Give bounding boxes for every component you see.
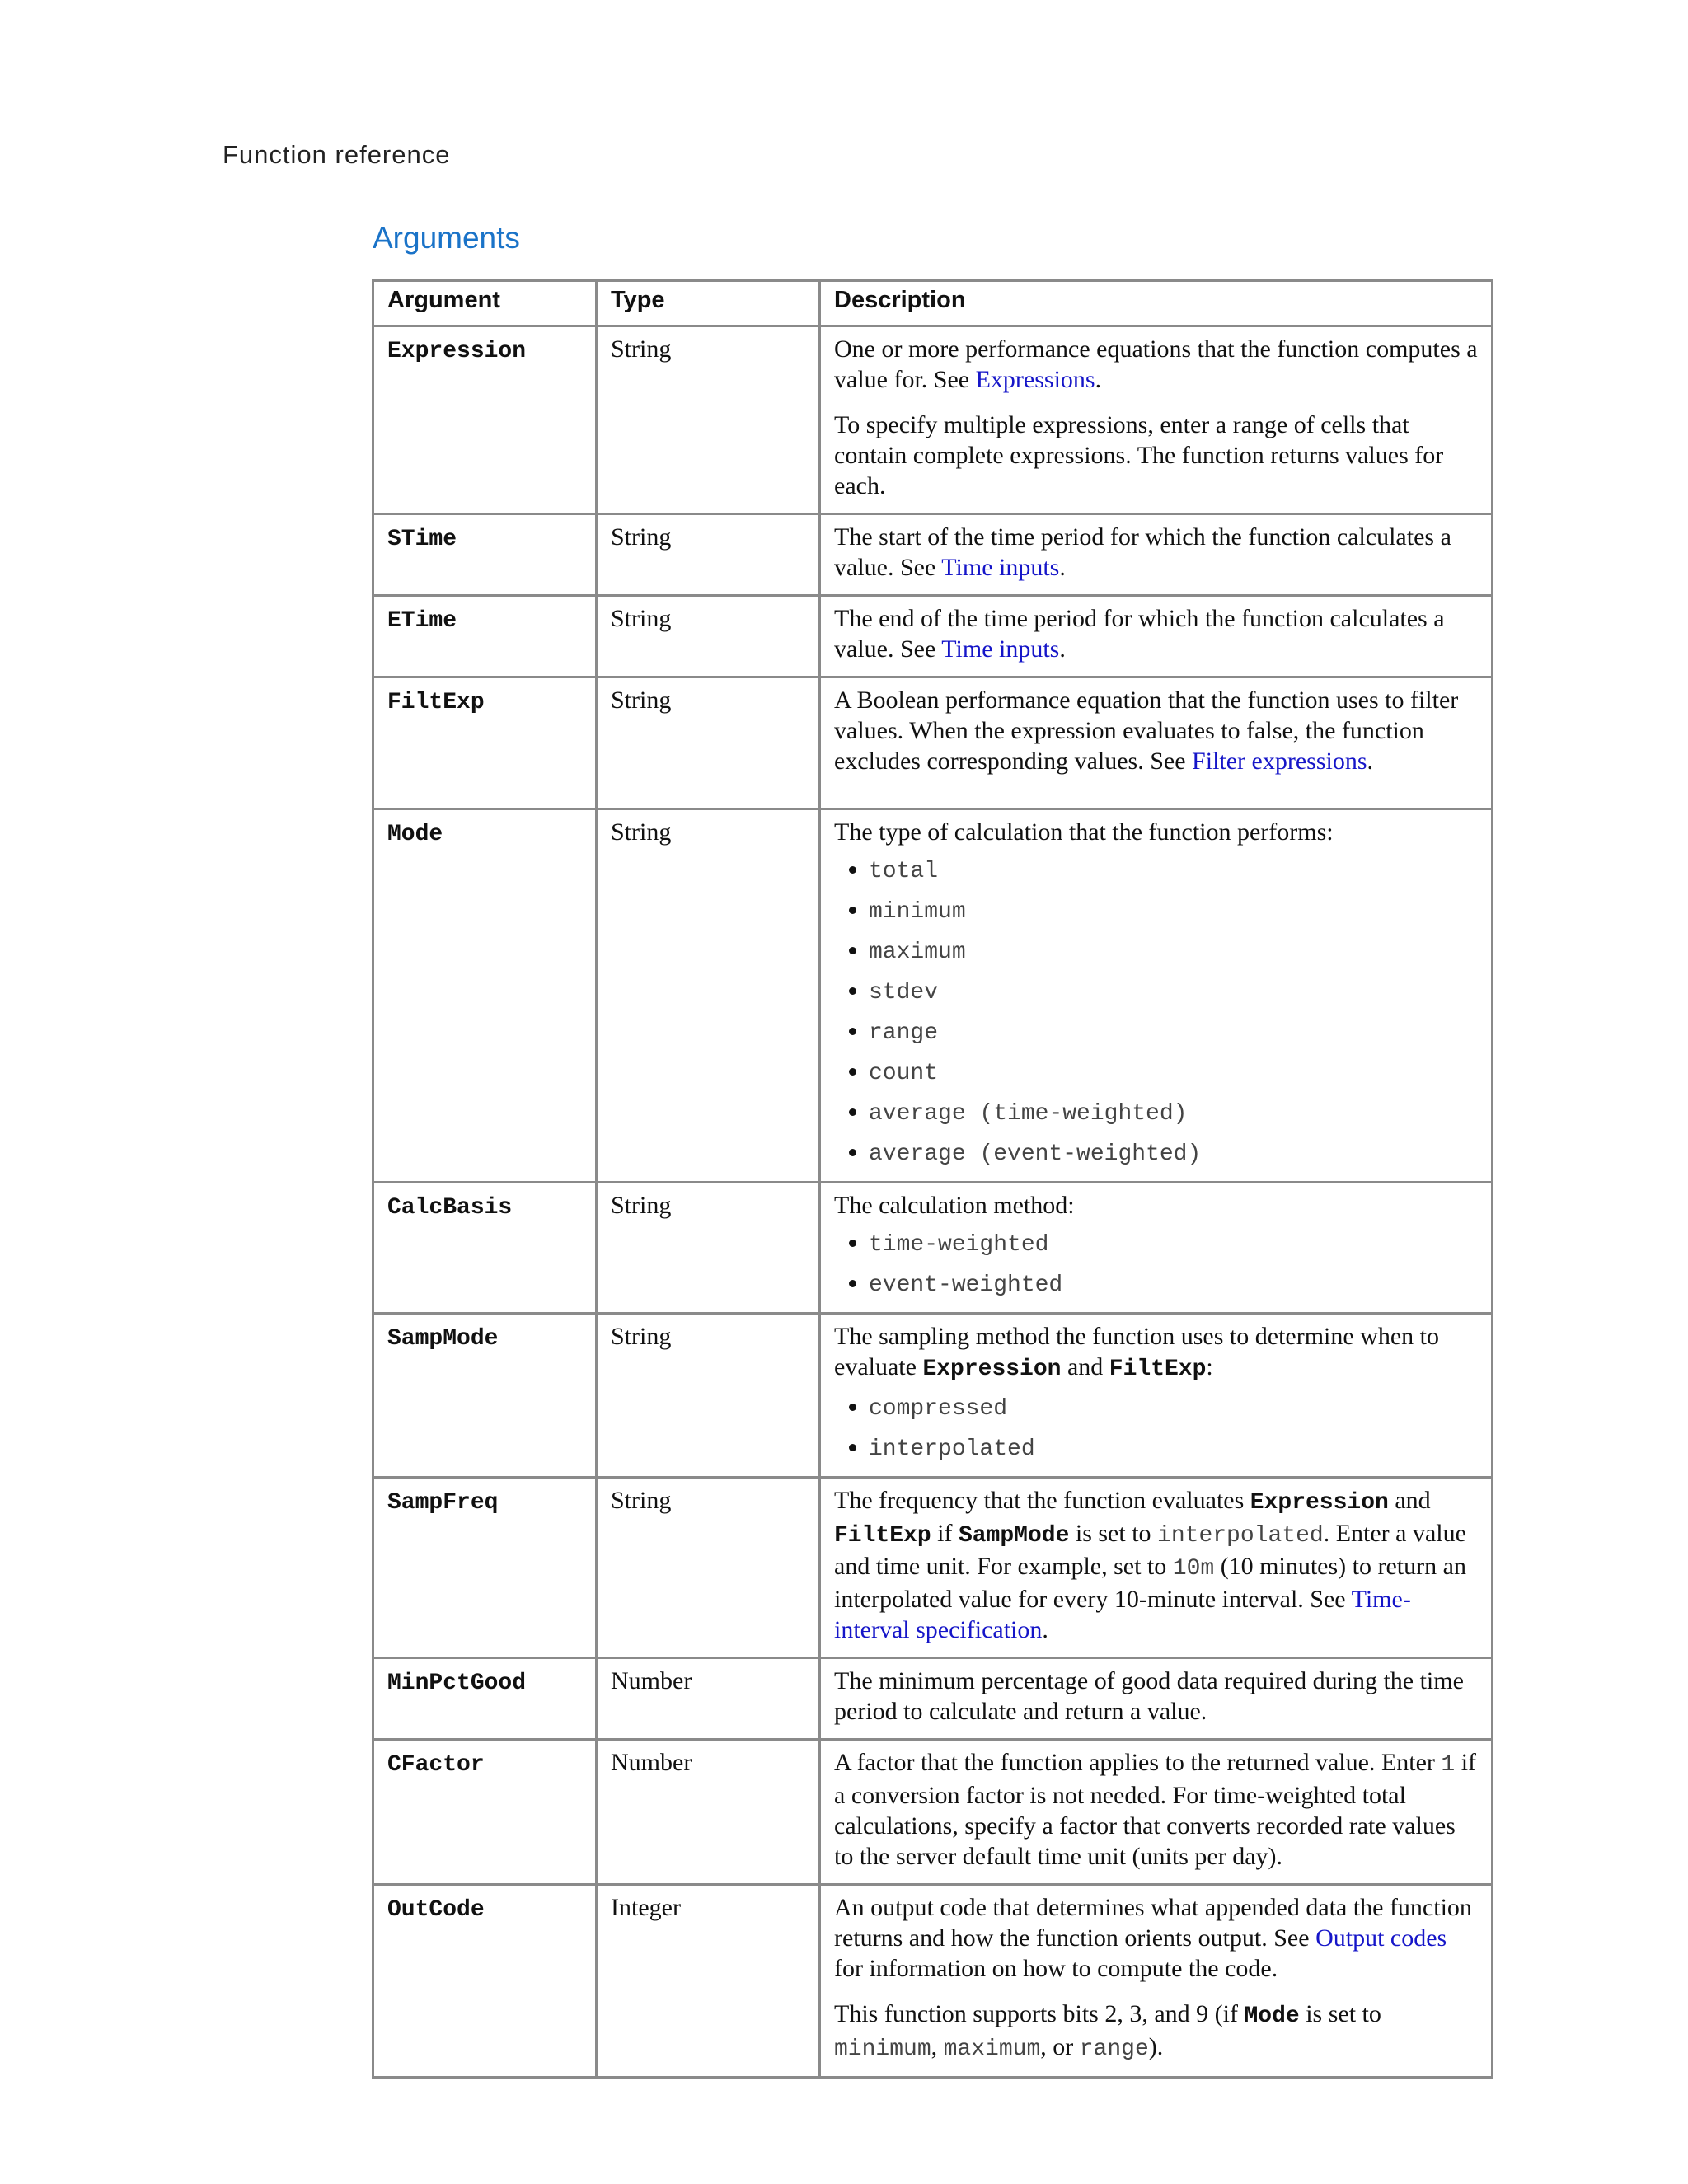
description-paragraph	[834, 1892, 1478, 1984]
argument-description	[820, 514, 1493, 596]
section-title: Arguments	[373, 221, 520, 255]
description-text: for information on how to compute the code.	[834, 1955, 1278, 1982]
list-item: • total	[869, 854, 1478, 887]
argument-type: String	[597, 514, 820, 596]
argument-description	[820, 1183, 1493, 1314]
list-item: • minimum	[869, 894, 1478, 927]
one-code: 1	[1441, 1752, 1456, 1778]
list-item: • compressed	[869, 1391, 1478, 1424]
argument-type: Number	[597, 1740, 820, 1885]
argument-type: String	[597, 1478, 820, 1658]
argument-description	[820, 1314, 1493, 1478]
table-header-row	[373, 281, 1493, 326]
table-row	[373, 1885, 1493, 2078]
argument-description	[820, 1740, 1493, 1885]
sampmode-code: SampMode	[958, 1523, 1070, 1549]
argument-description	[820, 1658, 1493, 1740]
range-code: range	[1079, 2036, 1149, 2062]
mode-options-list	[834, 854, 1478, 1169]
argument-description	[820, 326, 1493, 514]
argument-description	[820, 677, 1493, 809]
maximum-code: maximum	[943, 2036, 1041, 2062]
description-text: .	[1042, 1616, 1048, 1643]
argument-name-text: MinPctGood	[387, 1671, 527, 1696]
description-text: .	[1059, 635, 1066, 663]
argument-name-text: CFactor	[387, 1752, 485, 1778]
argument-type: Integer	[597, 1885, 820, 2078]
header-type: Type	[597, 281, 820, 326]
argument-description	[820, 809, 1493, 1183]
description-text: and	[1388, 1487, 1431, 1514]
argument-name	[373, 1314, 597, 1478]
description-text: The start of the time period for which the function calculates a value. See	[834, 523, 1451, 581]
list-item: • range	[869, 1015, 1478, 1048]
list-item: • interpolated	[869, 1432, 1478, 1465]
list-item: • stdev	[869, 975, 1478, 1008]
table-row	[373, 596, 1493, 677]
description-paragraph	[834, 1999, 1478, 2064]
expression-code: Expression	[922, 1357, 1062, 1382]
header-argument: Argument	[373, 281, 597, 326]
description-text: A Boolean performance equation that the function uses to filter values. When the expression evaluates to false, the function excludes corresponding values. See	[834, 687, 1459, 775]
description-text: if	[931, 1520, 959, 1547]
argument-name	[373, 677, 597, 809]
time-inputs-link[interactable]: Time inputs	[941, 635, 1060, 663]
description-text: and	[1061, 1353, 1109, 1380]
interpolated-code: interpolated	[1157, 1523, 1324, 1549]
argument-name	[373, 1740, 597, 1885]
description-text: This function supports bits 2, 3, and 9 (if	[834, 2000, 1245, 2027]
filtexp-code: FiltExp	[834, 1523, 931, 1549]
running-head: Function reference	[223, 140, 451, 169]
list-item: • maximum	[869, 935, 1478, 968]
argument-name	[373, 1478, 597, 1658]
table-row	[373, 514, 1493, 596]
argument-name-text: SampMode	[387, 1326, 499, 1352]
filtexp-code: FiltExp	[1109, 1357, 1207, 1382]
description-text: An output code that determines what appended data the function returns and how the function orients output. See	[834, 1894, 1472, 1952]
argument-type: String	[597, 596, 820, 677]
time-inputs-link[interactable]: Time inputs	[941, 554, 1060, 581]
table-row	[373, 1478, 1493, 1658]
argument-name-text: Mode	[387, 822, 443, 847]
description-text: ,	[931, 2033, 944, 2060]
description-paragraph: The type of calculation that the function performs:	[834, 818, 1334, 846]
description-text: The end of the time period for which the function calculates a value. See	[834, 605, 1445, 663]
description-text: :	[1206, 1353, 1213, 1380]
header-description: Description	[820, 281, 1493, 326]
description-paragraph	[834, 685, 1478, 776]
argument-name-text: OutCode	[387, 1897, 485, 1923]
table-row	[373, 1740, 1493, 1885]
table-row	[373, 326, 1493, 514]
argument-description	[820, 596, 1493, 677]
description-paragraph	[834, 334, 1478, 395]
time-interval-specification-link[interactable]: Time-interval specification	[834, 1586, 1411, 1643]
calcbasis-options-list	[834, 1227, 1478, 1301]
table-row	[373, 677, 1493, 809]
description-text: A factor that the function applies to the returned value. Enter	[834, 1749, 1442, 1776]
argument-description	[820, 1885, 1493, 2078]
argument-name	[373, 1183, 597, 1314]
table-row	[373, 1183, 1493, 1314]
minimum-code: minimum	[834, 2036, 931, 2062]
argument-name	[373, 809, 597, 1183]
description-text: (10 minutes) to return an interpolated value for every 10-minute interval. See	[834, 1553, 1466, 1613]
description-paragraph	[834, 1747, 1478, 1872]
expressions-link[interactable]: Expressions	[975, 366, 1095, 393]
argument-type: String	[597, 677, 820, 809]
description-paragraph: To specify multiple expressions, enter a range of cells that contain complete expressions. The function returns values for each.	[834, 411, 1444, 499]
argument-type: String	[597, 326, 820, 514]
list-item: • average (time-weighted)	[869, 1096, 1478, 1129]
arguments-table	[372, 279, 1493, 2079]
description-text: is set to	[1069, 1520, 1158, 1547]
sampmode-options-list	[834, 1391, 1478, 1465]
argument-type: String	[597, 1183, 820, 1314]
table-row	[373, 1314, 1493, 1478]
argument-description	[820, 1478, 1493, 1658]
argument-name	[373, 326, 597, 514]
expression-code: Expression	[1250, 1490, 1389, 1516]
argument-name-text: STime	[387, 527, 457, 552]
table-row	[373, 809, 1493, 1183]
list-item: • time-weighted	[869, 1227, 1478, 1260]
description-paragraph	[834, 603, 1478, 664]
description-paragraph: The minimum percentage of good data required during the time period to calculate and return a value.	[834, 1667, 1464, 1725]
description-text: , or	[1040, 2033, 1080, 2060]
argument-name-text: Expression	[387, 339, 527, 364]
argument-name-text: ETime	[387, 608, 457, 634]
description-paragraph	[834, 1485, 1478, 1645]
description-text: is set to	[1299, 2000, 1381, 2027]
filter-expressions-link[interactable]: Filter expressions	[1192, 748, 1367, 775]
description-text: .	[1059, 554, 1066, 581]
10m-code: 10m	[1172, 1556, 1215, 1582]
list-item: • event-weighted	[869, 1268, 1478, 1301]
description-paragraph: The calculation method:	[834, 1192, 1075, 1219]
description-text: .	[1095, 366, 1102, 393]
description-text: . Enter a value and time unit. For example, set to	[834, 1520, 1466, 1580]
description-paragraph	[834, 1321, 1478, 1385]
output-codes-link[interactable]: Output codes	[1315, 1924, 1447, 1952]
description-text: The sampling method the function uses to determine when to evaluate	[834, 1323, 1440, 1380]
argument-name-text: CalcBasis	[387, 1195, 513, 1221]
description-text: ).	[1148, 2033, 1164, 2060]
argument-name	[373, 596, 597, 677]
argument-type: String	[597, 809, 820, 1183]
mode-code: Mode	[1244, 2004, 1300, 2029]
description-text: One or more performance equations that the function computes a value for. See	[834, 335, 1478, 393]
description-text: The frequency that the function evaluates	[834, 1487, 1250, 1514]
argument-name	[373, 1885, 597, 2078]
argument-name	[373, 514, 597, 596]
table-row	[373, 1658, 1493, 1740]
argument-type: Number	[597, 1658, 820, 1740]
argument-name-text: SampFreq	[387, 1490, 499, 1516]
list-item: • average (event-weighted)	[869, 1137, 1478, 1169]
description-paragraph	[834, 522, 1478, 583]
description-text: if a conversion factor is not needed. For time-weighted total calculations, specify a factor that converts recorded rate values to the server default time unit (units per day).	[834, 1749, 1477, 1870]
list-item: • count	[869, 1056, 1478, 1089]
argument-type: String	[597, 1314, 820, 1478]
argument-name-text: FiltExp	[387, 690, 485, 715]
description-text: .	[1367, 748, 1374, 775]
argument-name	[373, 1658, 597, 1740]
